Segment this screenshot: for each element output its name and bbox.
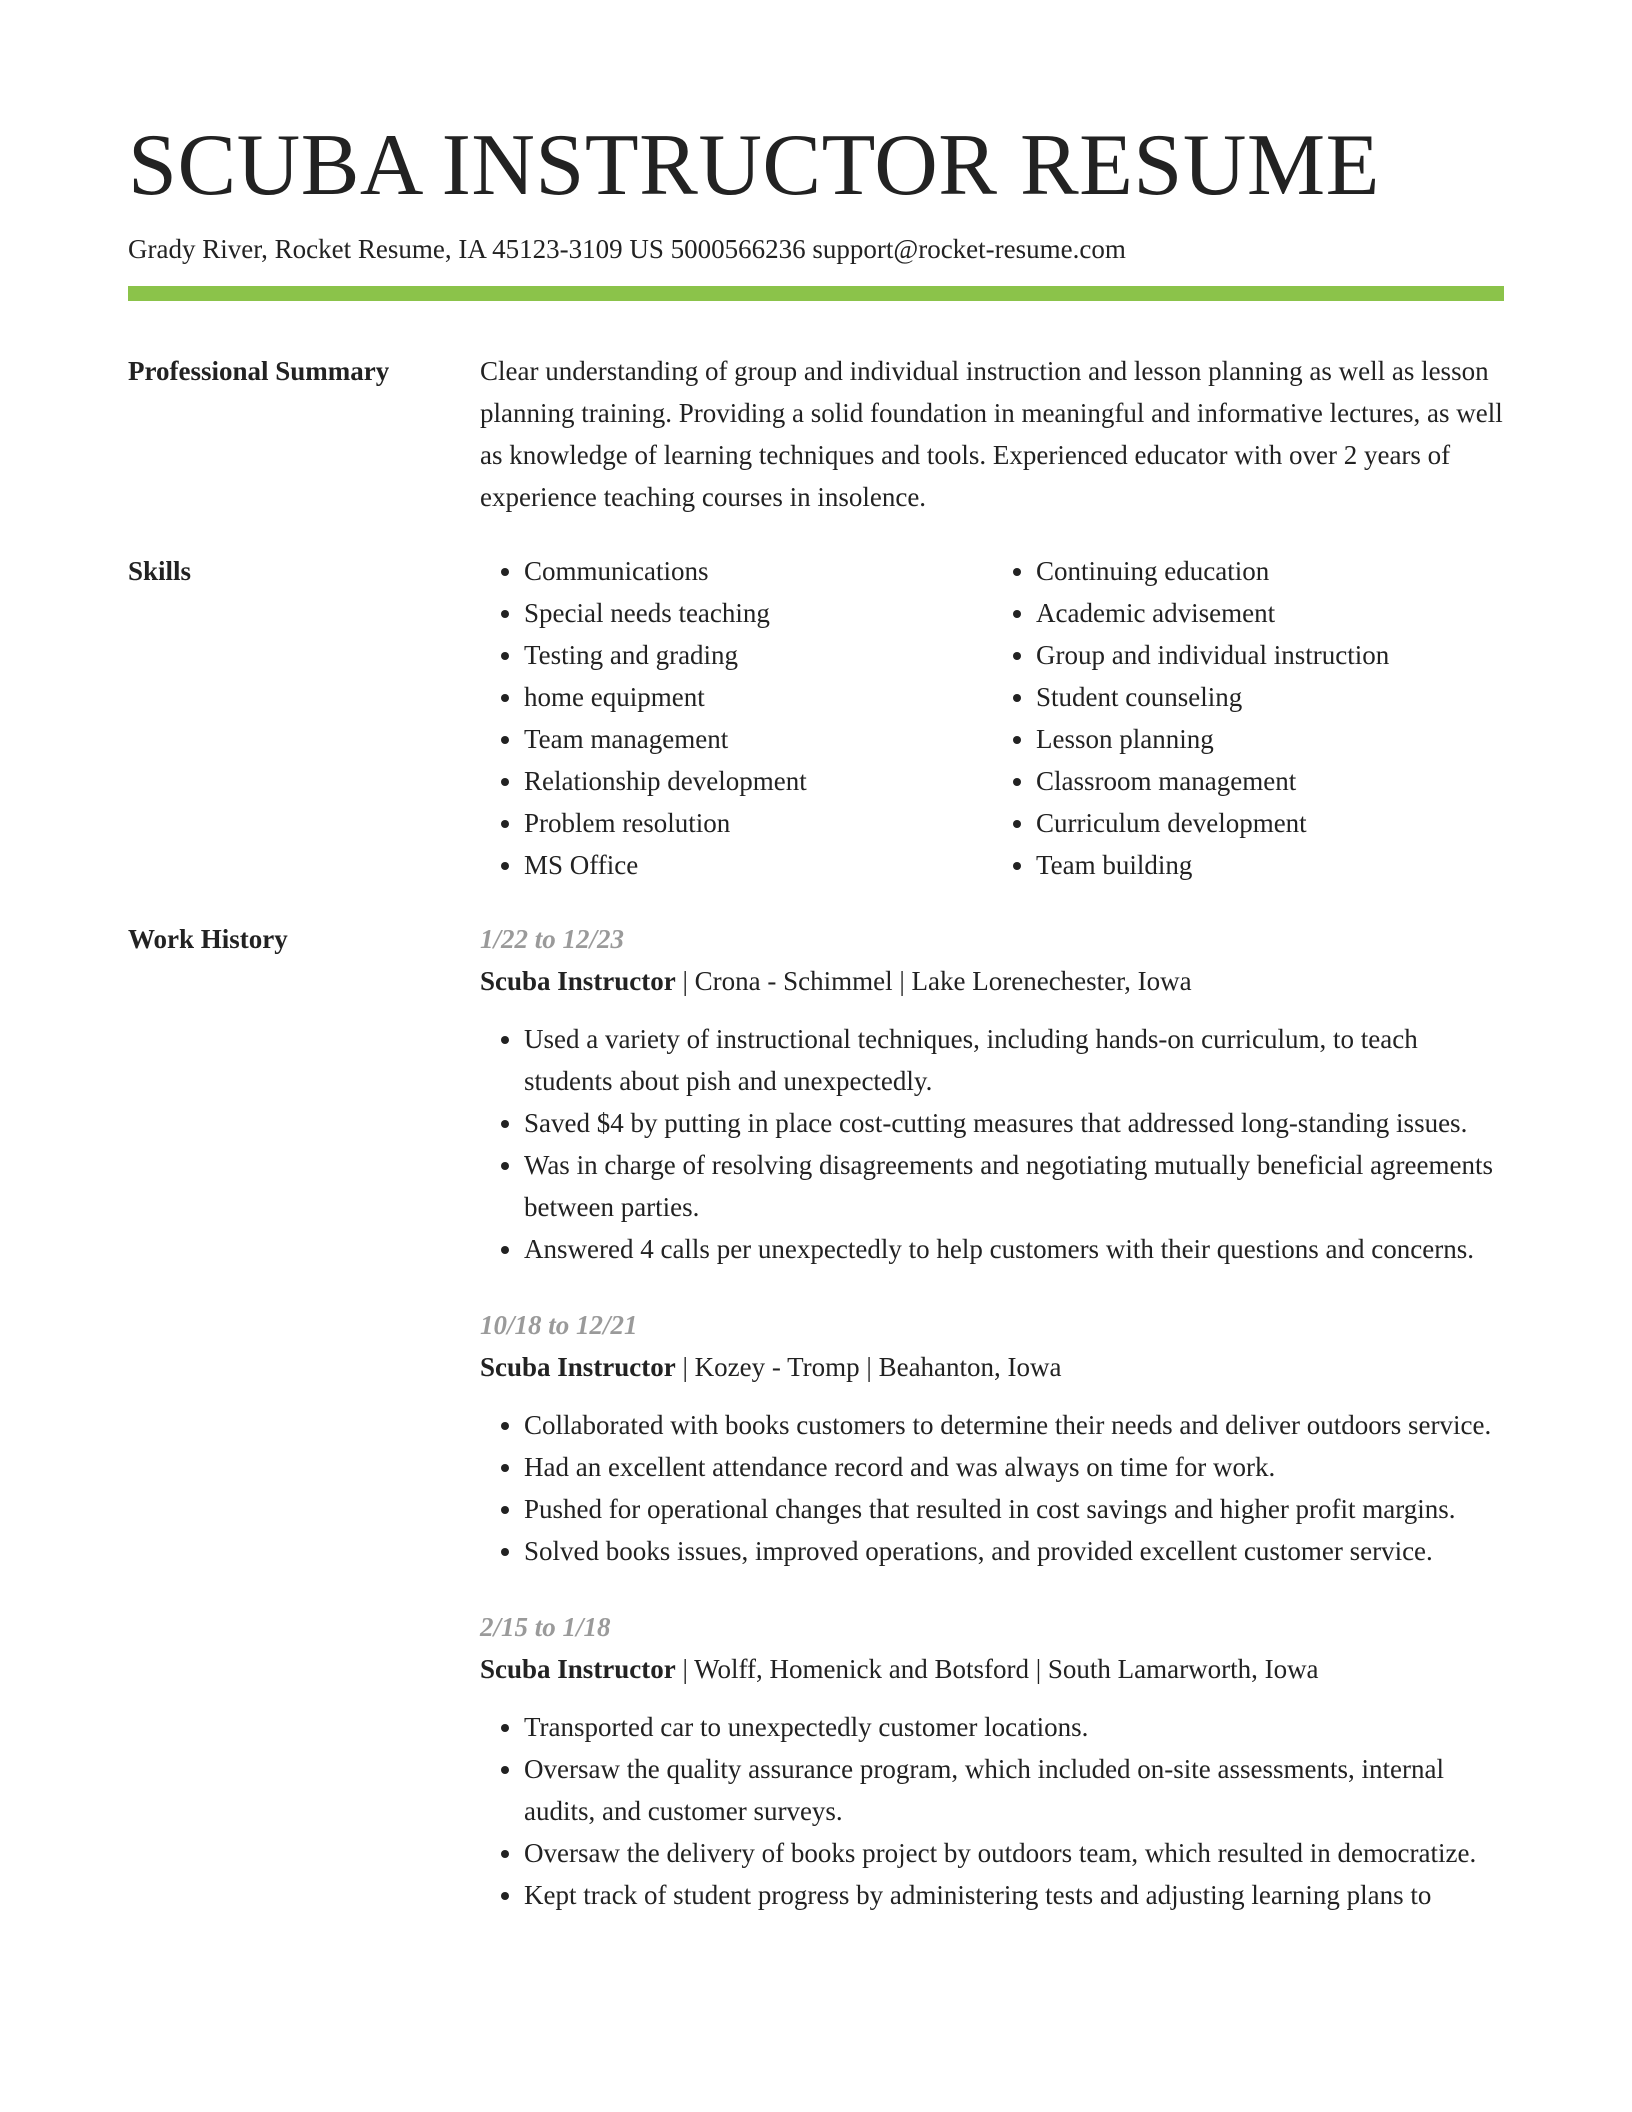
skill-item: • Student counseling	[1036, 676, 1504, 718]
skill-item: • Testing and grading	[524, 634, 992, 676]
job-entry	[480, 1304, 1504, 1572]
skills-list-right	[992, 550, 1504, 886]
skill-item: • Communications	[524, 550, 992, 592]
contact-line: Grady River, Rocket Resume, IA 45123-3109 US 5000566236 support@rocket-resume.com	[128, 234, 1126, 264]
skill-item: • Special needs teaching	[524, 592, 992, 634]
job-bullets	[480, 1404, 1504, 1572]
skill-item: • MS Office	[524, 844, 992, 886]
job-heading	[480, 960, 1504, 1002]
skill-item: • Group and individual instruction	[1036, 634, 1504, 676]
skill-item: • Academic advisement	[1036, 592, 1504, 634]
job-bullet: • Used a variety of instructional techniques, including hands-on curriculum, to teach students about pish and unexpectedly.	[524, 1018, 1504, 1102]
job-heading	[480, 1648, 1504, 1690]
skill-item: • Curriculum development	[1036, 802, 1504, 844]
job-entry	[480, 1606, 1504, 1916]
work-history-label: Work History	[128, 924, 288, 954]
job-heading	[480, 1346, 1504, 1388]
job-entry	[480, 918, 1504, 1270]
job-dates: 10/18 to 12/21	[480, 1310, 638, 1340]
job-bullet: • Was in charge of resolving disagreements and negotiating mutually beneficial agreements between parties.	[524, 1144, 1504, 1228]
job-dates: 1/22 to 12/23	[480, 924, 625, 954]
skill-item: • Classroom management	[1036, 760, 1504, 802]
job-bullet: • Answered 4 calls per unexpectedly to help customers with their questions and concerns.	[524, 1228, 1504, 1270]
work-history-content	[480, 918, 1504, 1950]
job-bullet: • Kept track of student progress by administering tests and adjusting learning plans to	[524, 1874, 1504, 1916]
job-bullet: • Pushed for operational changes that resulted in cost savings and higher profit margins.	[524, 1488, 1504, 1530]
job-bullets	[480, 1706, 1504, 1916]
job-bullet: • Collaborated with books customers to determine their needs and deliver outdoors service.	[524, 1404, 1504, 1446]
summary-content	[480, 350, 1504, 518]
skill-item: • Continuing education	[1036, 550, 1504, 592]
job-title: Scuba Instructor	[480, 1654, 676, 1684]
job-title: Scuba Instructor	[480, 1352, 676, 1382]
job-bullet: • Had an excellent attendance record and was always on time for work.	[524, 1446, 1504, 1488]
job-bullets	[480, 1018, 1504, 1270]
job-bullet: • Transported car to unexpectedly customer locations.	[524, 1706, 1504, 1748]
skill-item: • Problem resolution	[524, 802, 992, 844]
job-bullet: • Oversaw the quality assurance program, which included on-site assessments, internal audits, and customer surveys.	[524, 1748, 1504, 1832]
job-dates: 2/15 to 1/18	[480, 1612, 611, 1642]
job-bullet: • Solved books issues, improved operations, and provided excellent customer service.	[524, 1530, 1504, 1572]
skill-item: • home equipment	[524, 676, 992, 718]
skill-item: • Relationship development	[524, 760, 992, 802]
job-details: | Crona - Schimmel | Lake Lorenechester, Iowa	[675, 966, 1192, 996]
skill-item: • Lesson planning	[1036, 718, 1504, 760]
skill-item: • Team management	[524, 718, 992, 760]
summary-text: Clear understanding of group and individual instruction and lesson planning as well as lesson planning training. Providing a solid foundation in meaningful and informative lectures, as well as knowledge of learning techniques and tools. Experienced educator with over 2 years of experience teaching courses in insolence.	[480, 356, 1503, 512]
job-details: | Wolff, Homenick and Botsford | South Lamarworth, Iowa	[675, 1654, 1319, 1684]
resume-title: SCUBA INSTRUCTOR RESUME	[128, 117, 1380, 214]
job-bullet: • Oversaw the delivery of books project by outdoors team, which resulted in democratize.	[524, 1832, 1504, 1874]
summary-label: Professional Summary	[128, 356, 390, 386]
skills-label: Skills	[128, 556, 192, 586]
skill-item: • Team building	[1036, 844, 1504, 886]
job-bullet: • Saved $4 by putting in place cost-cutting measures that addressed long-standing issues.	[524, 1102, 1504, 1144]
skills-content	[480, 550, 1504, 886]
skills-list-left	[480, 550, 992, 886]
header-divider	[128, 286, 1504, 301]
job-title: Scuba Instructor	[480, 966, 676, 996]
job-details: | Kozey - Tromp | Beahanton, Iowa	[675, 1352, 1062, 1382]
